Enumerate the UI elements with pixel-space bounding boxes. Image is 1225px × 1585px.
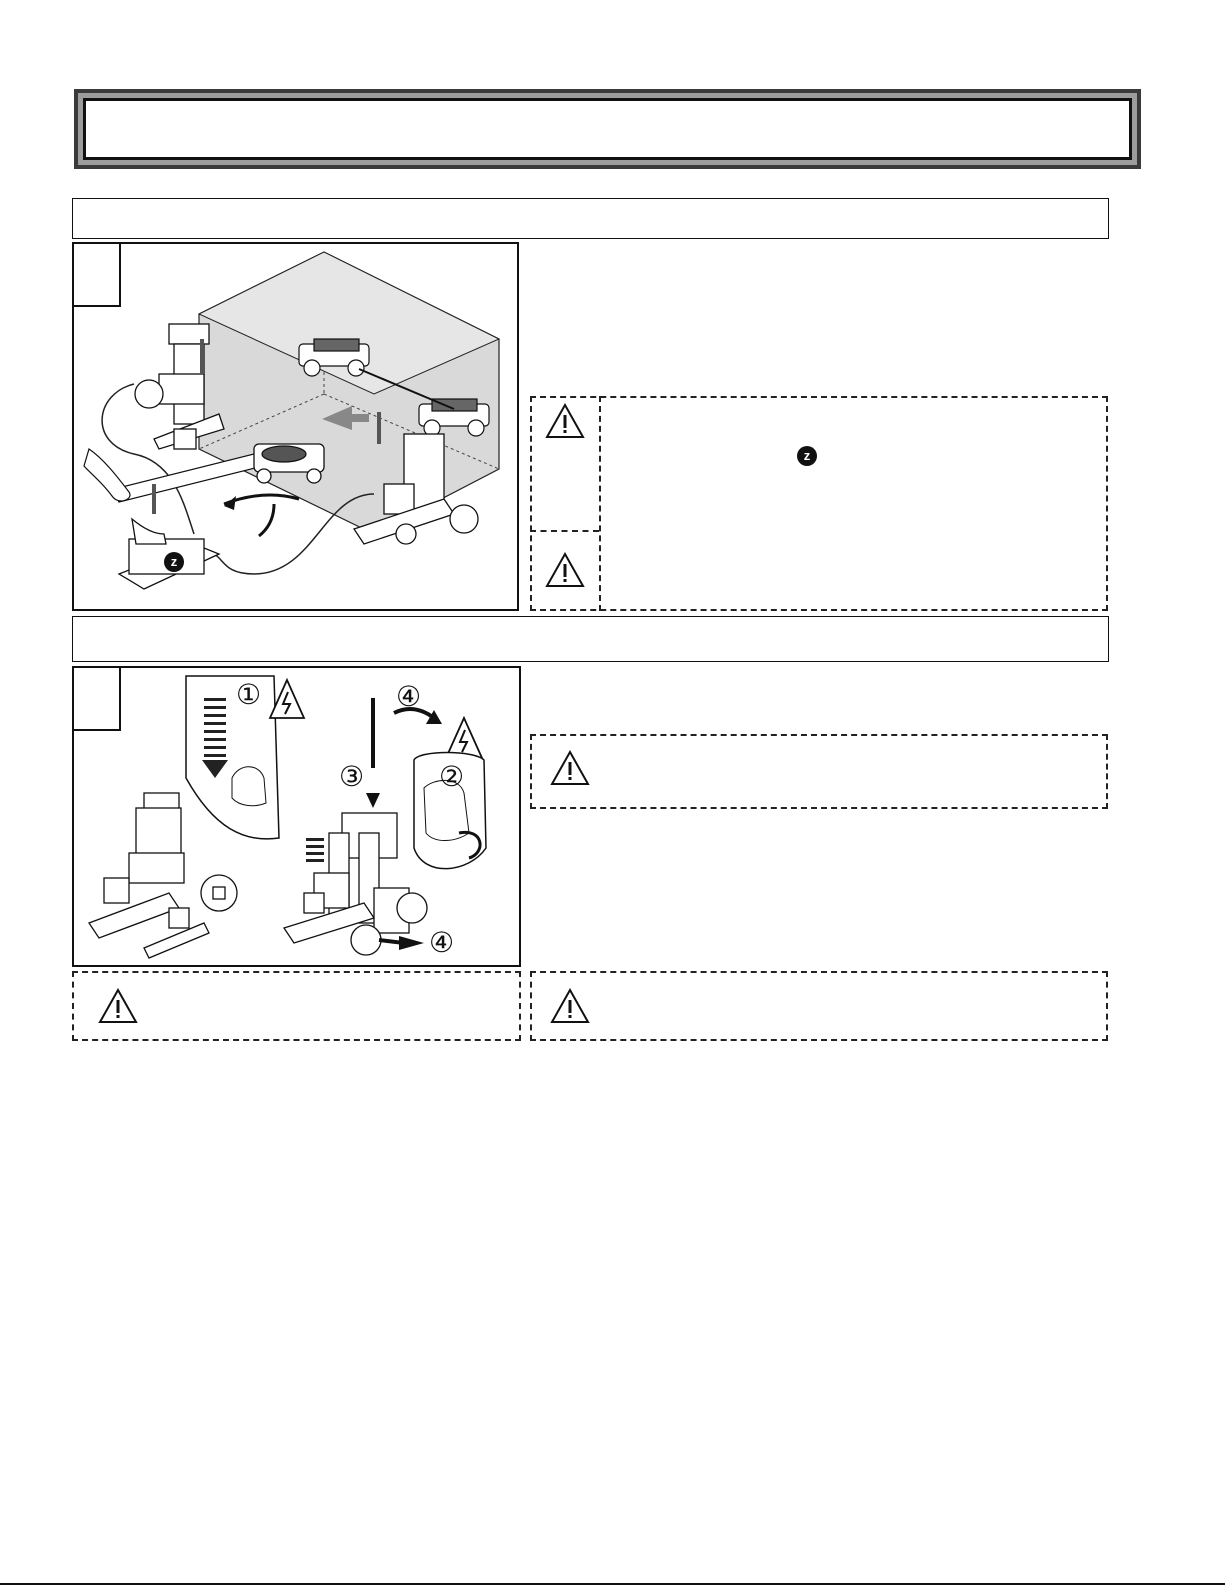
warning-triangle-icon	[545, 552, 585, 588]
callout-3: ③	[339, 761, 365, 792]
caution-divider-vertical	[599, 396, 601, 611]
pump-z-badge: z	[164, 552, 184, 572]
caution-text-1b	[612, 545, 1097, 605]
page-title	[86, 101, 1129, 129]
z-badge-inline: z	[797, 446, 817, 466]
title-banner	[83, 98, 1132, 160]
section-header-2	[72, 616, 1109, 662]
caution-divider-horizontal	[530, 530, 599, 532]
warning-triangle-icon	[98, 988, 138, 1024]
figure-2-panel	[72, 666, 521, 967]
warning-triangle-icon	[550, 750, 590, 786]
caution-text-1a	[612, 404, 1097, 524]
section-1-body-text	[540, 252, 1100, 382]
callout-2: ②	[439, 761, 465, 792]
callout-4-bottom: ④	[429, 927, 455, 958]
callout-4-top: ④	[396, 681, 422, 712]
section-2-body-text-bottom	[540, 820, 1100, 960]
section-2-body-text-top	[540, 672, 1100, 728]
callout-1: ①	[236, 679, 262, 710]
warning-triangle-icon	[545, 403, 585, 439]
caution-text-3	[150, 982, 510, 1034]
figure-1-panel	[72, 242, 519, 611]
figure-1-illustration	[74, 244, 519, 611]
caution-text-2	[605, 745, 1100, 800]
warning-triangle-icon	[550, 988, 590, 1024]
section-header-1	[72, 198, 1109, 239]
caution-text-4	[605, 982, 1100, 1034]
figure-2-illustration	[74, 668, 521, 967]
